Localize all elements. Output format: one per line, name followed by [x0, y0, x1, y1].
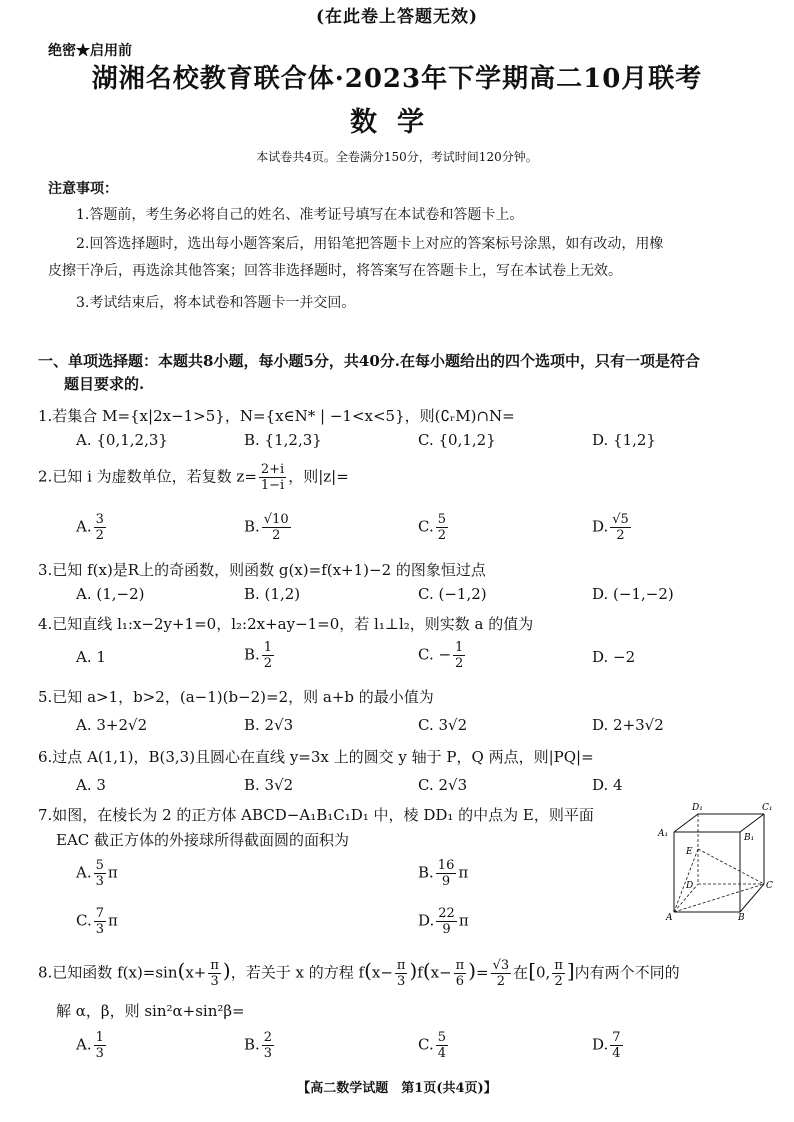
q2-option-b: [244, 512, 293, 543]
q6-option-b: B. 3√2: [244, 776, 294, 794]
edge-a1d1: [674, 814, 698, 832]
q8-c-den: 4: [437, 1046, 446, 1061]
q8-c-num: 5: [437, 1030, 446, 1045]
q2-b-label: B.: [244, 517, 260, 536]
label-b: B: [738, 913, 745, 922]
q7-a-num: 5: [95, 858, 104, 873]
question-7-stem-line2: EAC 截正方体的外接球所得截面圆的面积为: [56, 831, 350, 849]
q8-root3: √3: [492, 958, 510, 973]
q7-c-label: C.: [76, 911, 92, 930]
q8-option-b: [244, 1030, 276, 1061]
label-a: A: [666, 913, 673, 922]
notice-item-2-cont: 皮擦干净后，再选涂其他答案；回答非选择题时，将答案写在答题卡上，写在本试卷上无效。: [48, 263, 622, 279]
q8-pi-c: π: [455, 958, 465, 973]
q2-stem-a: 2.已知 i 为虚数单位，若复数 z=: [38, 467, 257, 486]
q8-x-minus-b: x−: [430, 963, 452, 982]
q7-b-pi: π: [458, 863, 469, 882]
question-7-stem-line1: 7.如图，在棱长为 2 的正方体 ABCD−A₁B₁C₁D₁ 中，棱 DD₁ 的中点为 E，则平面: [38, 806, 594, 824]
q8-b-den: 3: [263, 1046, 273, 1061]
label-b1: B₁: [744, 833, 755, 843]
q2-option-d: [592, 512, 633, 543]
q2-a-frac: [94, 512, 106, 543]
q8-in-text: 在: [513, 963, 529, 982]
q4-b-num: 1: [263, 640, 273, 655]
q8-paren-close-2: ): [409, 958, 418, 983]
q4-option-b: [244, 640, 276, 671]
q8-two-a: 2: [496, 974, 506, 989]
q8-stem-c: 内有两个不同的: [574, 963, 680, 982]
q5-option-a: A. 3+2√2: [76, 716, 148, 734]
q8-six: 6: [455, 974, 465, 989]
q3-option-d: D. (−1,−2): [592, 585, 674, 603]
q8-pi-d: π: [554, 958, 563, 973]
q2-d-den: 2: [616, 528, 625, 543]
q8-a-frac: [94, 1030, 106, 1061]
q8-paren-close-1: ): [222, 958, 231, 983]
q8-d-label: D.: [592, 1035, 609, 1054]
q5-option-d: D. 2+3√2: [592, 716, 664, 734]
q1-option-c: C. {0,1,2}: [418, 431, 496, 449]
q8-d-frac: [610, 1030, 622, 1061]
q8-b-label: B.: [244, 1035, 260, 1054]
q1-option-b: B. {1,2,3}: [244, 431, 322, 449]
q8-paren-open-3: (: [422, 958, 431, 983]
exam-title: 湖湘名校教育联合体·2023年下学期高二10月联考: [91, 64, 703, 94]
q1-option-d: D. {1,2}: [592, 431, 656, 449]
q8-pi-b: π: [396, 958, 406, 973]
q7-c-frac: [94, 906, 106, 937]
q8-option-c: [418, 1030, 450, 1061]
notice-item-2: 2.回答选择题时，选出每小题答案后，用铅笔把答题卡上对应的答案标号涂黑，如有改动，用橡: [76, 236, 664, 252]
q8-paren-open-2: (: [364, 958, 372, 983]
q7-d-pi: π: [458, 911, 469, 930]
q8-f-mid: f: [417, 963, 423, 982]
q7-a-den: 3: [95, 874, 104, 889]
q3-option-c: C. (−1,2): [418, 585, 487, 603]
q8-stem-b: ，若关于 x 的方程 f: [230, 963, 365, 982]
q7-a-label: A.: [76, 863, 92, 882]
notice-item-1: 1.答题前，考生务必将自己的姓名、准考证号填写在本试卷和答题卡上。: [76, 207, 524, 223]
q8-a-label: A.: [76, 1035, 92, 1054]
q7-d-frac: [436, 906, 457, 937]
q8-equals: =: [476, 963, 489, 982]
q7-c-den: 3: [95, 922, 104, 937]
q7-c-pi: π: [108, 911, 118, 930]
q4-c-den: 2: [455, 656, 464, 671]
q2-option-c: [418, 512, 450, 543]
question-6-stem: 6.过点 A(1,1)，B(3,3)且圆心在直线 y=3x 上的圆交 y 轴于 P，Q 两点，则|PQ|=: [38, 748, 594, 766]
label-c1: C₁: [762, 803, 773, 813]
q4-c-num: 1: [455, 640, 464, 655]
question-1-stem: 1.若集合 M={x|2x−1>5}，N={x∈N* | −1<x<5}，则(∁ᵣM)∩N=: [38, 407, 515, 425]
q2-option-a: [76, 512, 108, 543]
q2-c-den: 2: [437, 528, 446, 543]
q8-option-d: [592, 1030, 625, 1061]
q7-b-num: 16: [437, 858, 455, 873]
question-2-stem: [38, 462, 349, 493]
q8-b-num: 2: [263, 1030, 273, 1045]
q7-option-c: [76, 906, 118, 937]
q6-option-d: D. 4: [592, 776, 623, 794]
q2-a-num: 3: [95, 512, 104, 527]
q4-option-d: D. −2: [592, 648, 636, 666]
q8-pi-over-6: [454, 958, 467, 989]
q3-option-b: B. (1,2): [244, 585, 301, 603]
q7-b-den: 9: [441, 874, 451, 889]
edge-b1c1: [740, 814, 764, 832]
q2-d-frac: [610, 512, 631, 543]
q4-c-label: C. −: [418, 645, 452, 664]
secret-mark: 绝密★启用前: [48, 43, 132, 59]
question-3-stem: 3.已知 f(x)是R上的奇函数，则函数 g(x)=f(x+1)−2 的图象恒过点: [38, 561, 486, 579]
question-5-stem: 5.已知 a>1，b>2，(a−1)(b−2)=2，则 a+b 的最小值为: [38, 688, 434, 706]
question-8-stem-line1: [38, 958, 680, 989]
notice-heading: 注意事项：: [48, 181, 118, 197]
q2-c-num: 5: [437, 512, 446, 527]
q7-d-den: 9: [442, 922, 451, 937]
q8-d-den: 4: [612, 1046, 621, 1061]
q4-option-a: A. 1: [76, 648, 106, 666]
q7-a-pi: π: [107, 863, 118, 882]
q8-three-a: 3: [210, 974, 219, 989]
page-footer: 【高二数学试题 第1页(共4页)】: [297, 1081, 497, 1096]
top-note: (在此卷上答题无效): [315, 7, 479, 27]
q7-option-a: [76, 858, 118, 889]
q3-option-a: A. (1,−2): [76, 585, 145, 603]
edge-ec: [698, 849, 764, 884]
q2-d-label: D.: [592, 517, 609, 536]
q8-bracket-close: ]: [566, 958, 575, 983]
q8-bracket-open: [: [528, 958, 536, 983]
q2-b-den: 2: [272, 528, 281, 543]
q7-c-num: 7: [95, 906, 104, 921]
q8-a-den: 3: [95, 1046, 104, 1061]
q8-d-num: 7: [612, 1030, 621, 1045]
q2-num: 2+i: [260, 462, 285, 477]
q7-d-label: D.: [418, 911, 435, 930]
section-heading: [38, 350, 778, 396]
label-a1: A₁: [658, 829, 669, 839]
label-e: E: [686, 847, 693, 857]
label-d: D: [686, 881, 694, 891]
q4-option-c: [418, 640, 467, 671]
q8-c-label: C.: [418, 1035, 434, 1054]
label-d1: D₁: [692, 803, 703, 813]
q2-b-num: √10: [263, 512, 289, 527]
q8-pi-over-2: [552, 958, 565, 989]
q8-pi-over-3-b: [395, 958, 408, 989]
q2-stem-b: ，则|z|=: [288, 467, 349, 486]
q5-option-c: C. 3√2: [418, 716, 468, 734]
q8-three-b: 3: [397, 974, 406, 989]
q8-two-b: 2: [554, 974, 563, 989]
q4-c-frac: [453, 640, 465, 671]
q8-stem-a: 8.已知函数 f(x)=sin: [38, 963, 178, 982]
q8-root3-over-2: [491, 958, 512, 989]
q7-b-label: B.: [418, 863, 434, 882]
q6-option-c: C. 2√3: [418, 776, 468, 794]
q2-b-frac: [262, 512, 291, 543]
subject-title: 数学: [350, 107, 444, 138]
q2-c-frac: [436, 512, 448, 543]
q8-b-frac: [262, 1030, 274, 1061]
q2-a-label: A.: [76, 517, 92, 536]
label-c: C: [766, 881, 773, 891]
q8-paren-open-1: (: [177, 958, 186, 983]
q6-option-a: A. 3: [76, 776, 106, 794]
question-4-stem: 4.已知直线 l₁:x−2y+1=0，l₂:2x+ay−1=0，若 l₁⊥l₂，则实数 a 的值为: [38, 615, 534, 633]
q4-b-frac: [262, 640, 274, 671]
q8-zero: 0,: [536, 963, 551, 982]
q5-option-b: B. 2√3: [244, 716, 294, 734]
q8-pi-a: π: [210, 958, 219, 973]
q8-paren-close-3: ): [468, 958, 477, 983]
question-8-stem-line2: 解 α，β，则 sin²α+sin²β=: [56, 1002, 245, 1020]
q8-x-plus: x+: [185, 963, 207, 982]
q8-pi-over-3-a: [208, 958, 221, 989]
q7-option-d: [418, 906, 469, 937]
q4-b-den: 2: [263, 656, 273, 671]
q8-c-frac: [436, 1030, 448, 1061]
q2-den: 1−i: [260, 478, 285, 493]
edge-bc: [740, 884, 764, 912]
q8-a-num: 1: [95, 1030, 104, 1045]
q4-b-label: B.: [244, 645, 260, 664]
q1-option-a: A. {0,1,2,3}: [76, 431, 168, 449]
q2-d-num: √5: [612, 512, 629, 527]
q8-option-a: [76, 1030, 108, 1061]
q8-x-minus-a: x−: [371, 963, 393, 982]
q7-option-b: [418, 858, 468, 889]
q7-d-num: 22: [438, 906, 455, 921]
q7-a-frac: [94, 858, 106, 889]
q2-a-den: 2: [95, 528, 104, 543]
section-heading-line2: 题目要求的.: [64, 375, 145, 393]
q2-fraction: [259, 462, 286, 493]
q7-b-frac: [436, 858, 457, 889]
cube-figure: [652, 800, 784, 922]
exam-info: 本试卷共4页。全卷满分150分，考试时间120分钟。: [256, 150, 538, 164]
section-heading-line1: 一、单项选择题：本题共8小题，每小题5分，共40分.在每小题给出的四个选项中，只有一项是符合: [38, 352, 700, 370]
q2-c-label: C.: [418, 517, 434, 536]
notice-item-3: 3.考试结束后，将本试卷和答题卡一并交回。: [76, 295, 356, 311]
